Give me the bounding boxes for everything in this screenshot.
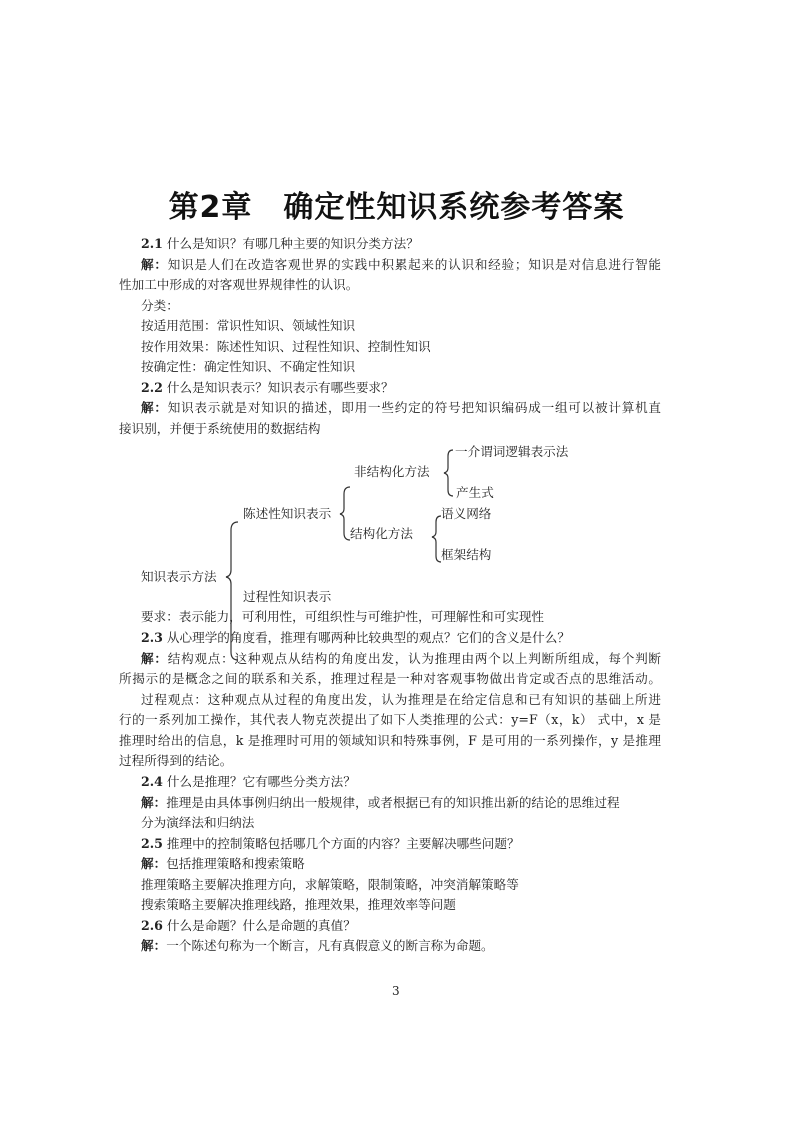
- answer-label: 解：: [141, 856, 167, 871]
- question-2-3: [141, 630, 570, 646]
- answer-text: 知识表示就是对知识的描述，即用一些约定的符号把知识编码成一组可以被计算机直: [167, 400, 662, 415]
- answer-2-1-line-3: 分类：: [141, 298, 179, 313]
- answer-2-3-line-2: 所揭示的是概念之间的联系和关系，推理过程是一种对客观事物做出肯定或否点的思维活动。: [119, 671, 661, 686]
- diagram-structured: 结构化方法: [350, 526, 413, 541]
- answer-2-4-line-2: 分为演绎法和归纳法: [141, 815, 255, 830]
- question-2-2: [141, 380, 394, 396]
- question-number: 2.1: [141, 236, 163, 251]
- answer-2-1-line-4: 按适用范围：常识性知识、领域性知识: [141, 318, 356, 333]
- page-number: 3: [392, 984, 400, 998]
- diagram-production: 产生式: [456, 485, 494, 500]
- structured-brace: [432, 516, 441, 562]
- answer-2-3-line-1: [141, 651, 661, 667]
- chapter-title: 第2章 确定性知识系统参考答案: [168, 190, 625, 225]
- question-number: 2.5: [141, 836, 163, 851]
- answer-text: 知识是人们在改造客观世界的实践中积累起来的认识和经验；知识是对信息进行智能: [167, 257, 662, 272]
- question-text: 什么是命题？什么是命题的真值？: [162, 918, 356, 933]
- question-number: 2.6: [141, 918, 163, 933]
- diagram-semantic-net: 语义网络: [441, 506, 492, 521]
- answer-2-1-line-6: 按确定性：确定性知识、不确定性知识: [141, 359, 356, 374]
- requirements: 要求：表示能力，可利用性，可组织性与可维护性，可理解性和可实现性: [141, 609, 544, 624]
- question-2-4: [141, 774, 356, 790]
- answer-label: 解：: [141, 651, 168, 666]
- question-2-5: [141, 836, 520, 852]
- answer-2-3-line-6: 过程所得到的结论。: [119, 753, 233, 768]
- answer-2-3-line-3: 过程观点：这种观点从过程的角度出发，认为推理是在给定信息和已有知识的基础上所进: [141, 692, 661, 707]
- question-text: 什么是知识表示？知识表示有哪些要求？: [162, 380, 394, 395]
- answer-text: 结构观点：这种观点从结构的角度出发，认为推理由两个以上判断所组成，每个判断: [167, 651, 662, 666]
- diagram-frame: 框架结构: [441, 547, 492, 562]
- answer-label: 解：: [141, 795, 167, 810]
- diagram-procedural: 过程性知识表示: [243, 589, 332, 604]
- answer-label: 解：: [141, 257, 168, 272]
- answer-2-3-line-4: 行的一系列加工操作，其代表人物克茨提出了如下人类推理的公式：y=F（x，k） 式中，x 是: [119, 712, 661, 727]
- answer-label: 解：: [141, 400, 168, 415]
- answer-label: 解：: [141, 938, 167, 953]
- answer-text: 一个陈述句称为一个断言，凡有真假意义的断言称为命题。: [166, 938, 494, 953]
- answer-2-2-line-2: 接识别，并便于系统使用的数据结构: [119, 421, 321, 436]
- answer-2-2-line-1: [141, 400, 661, 416]
- answer-2-3-line-5: 推理时给出的信息，k 是推理时可用的领域知识和特殊事例，F 是可用的一系列操作，y 是推理: [119, 733, 661, 748]
- unstructured-brace: [444, 450, 453, 496]
- answer-2-6-line-1: [141, 938, 494, 954]
- declarative-brace: [340, 487, 350, 540]
- diagram-unstructured: 非结构化方法: [354, 464, 430, 479]
- question-number: 2.4: [141, 774, 163, 789]
- question-text: 推理中的控制策略包括哪几个方面的内容？主要解决哪些问题？: [162, 836, 520, 851]
- diagram-root: 知识表示方法: [141, 569, 217, 584]
- answer-2-4-line-1: [141, 795, 620, 811]
- answer-2-5-line-1: [141, 856, 305, 872]
- question-number: 2.2: [141, 380, 163, 395]
- diagram-predicate-logic: 一介谓词逻辑表示法: [455, 444, 569, 459]
- answer-2-1-line-1: [141, 257, 661, 273]
- answer-2-1-line-2: 性加工中形成的对客观世界规律性的认识。: [119, 277, 359, 292]
- diagram-declarative: 陈述性知识表示: [243, 506, 332, 521]
- answer-2-5-line-3: 搜索策略主要解决推理线路，推理效果，推理效率等问题: [141, 897, 456, 912]
- question-2-6: [141, 918, 356, 934]
- answer-text: 推理是由具体事例归纳出一般规律，或者根据已有的知识推出新的结论的思维过程: [166, 795, 620, 810]
- question-number: 2.3: [141, 630, 163, 645]
- question-text: 从心理学的角度看，推理有哪两种比较典型的观点？它们的含义是什么？: [162, 630, 570, 645]
- answer-2-1-line-5: 按作用效果：陈述性知识、过程性知识、控制性知识: [141, 339, 431, 354]
- answer-text: 包括推理策略和搜索策略: [166, 856, 305, 871]
- question-2-1: [141, 236, 419, 252]
- question-text: 什么是推理？它有哪些分类方法？: [162, 774, 356, 789]
- answer-2-5-line-2: 推理策略主要解决推理方向，求解策略，限制策略，冲突消解策略等: [141, 877, 519, 892]
- question-text: 什么是知识？有哪几种主要的知识分类方法？: [162, 236, 419, 251]
